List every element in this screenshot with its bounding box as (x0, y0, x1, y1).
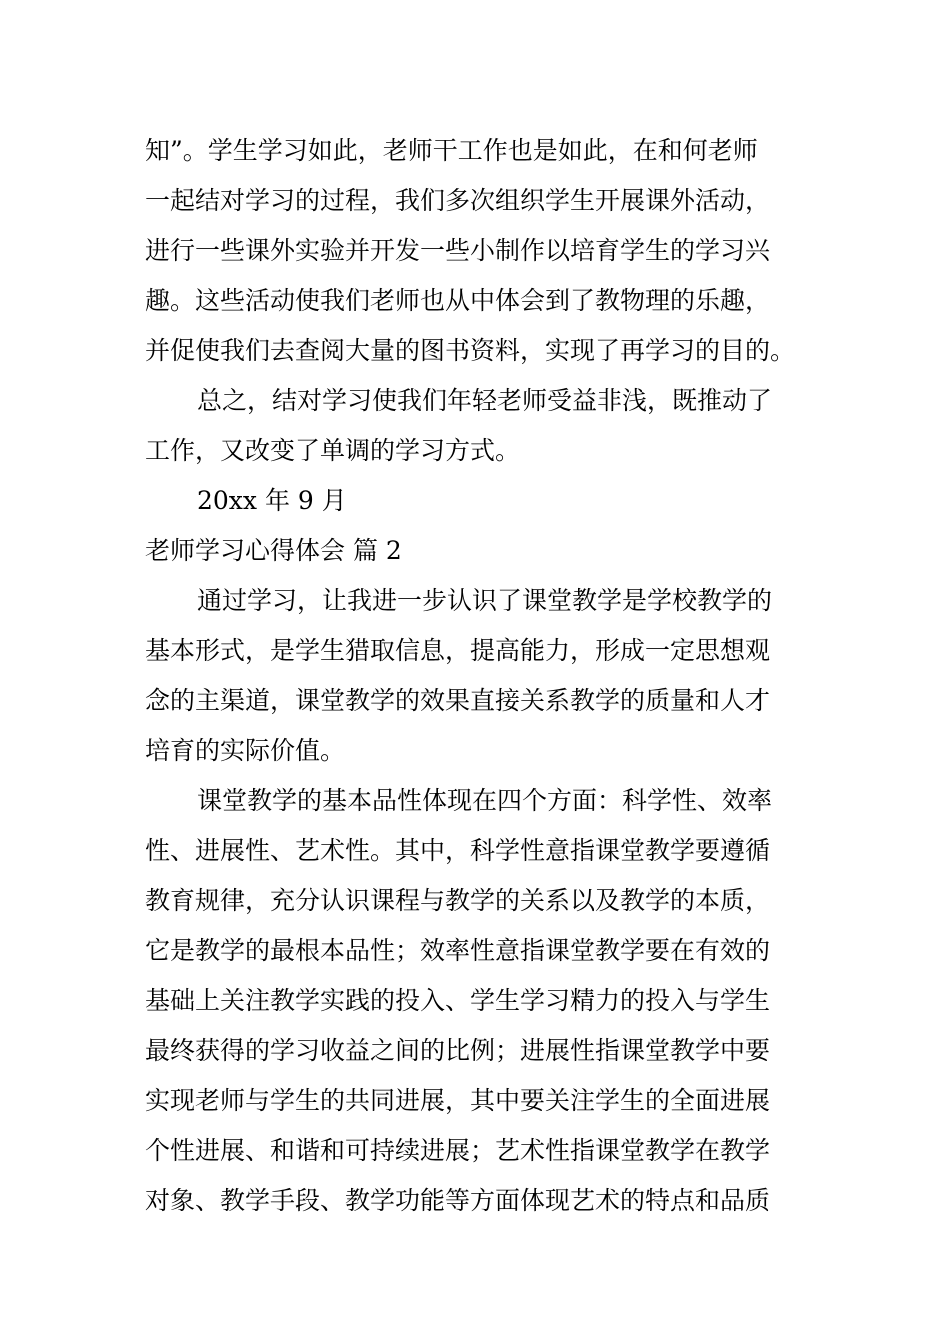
paragraph-line: 通过学习，让我进一步认识了课堂教学是学校教学的 (197, 586, 773, 615)
paragraph-line: 总之，结对学习使我们年轻老师受益非浅，既推动了 (197, 386, 773, 415)
paragraph-line: 基础上关注教学实践的投入、学生学习精力的投入与学生 (145, 986, 771, 1015)
paragraph-line: 实现老师与学生的共同进展，其中要关注学生的全面进展 (145, 1086, 771, 1115)
paragraph-line: 性、进展性、艺术性。其中，科学性意指课堂教学要遵循 (145, 836, 771, 865)
paragraph-line: 知”。学生学习如此，老师干工作也是如此，在和何老师 (145, 136, 758, 165)
section-heading: 老师学习心得体会 篇 2 (145, 536, 402, 565)
paragraph-line: 工作，又改变了单调的学习方式。 (145, 436, 521, 465)
paragraph-line: 基本形式，是学生猎取信息，提高能力，形成一定思想观 (145, 636, 771, 665)
date-line: 20xx 年 9 月 (197, 486, 347, 515)
paragraph-line: 个性进展、和谐和可持续进展；艺术性指课堂教学在教学 (145, 1136, 771, 1165)
paragraph-line: 对象、教学手段、教学功能等方面体现艺术的特点和品质 (145, 1186, 771, 1215)
paragraph-line: 进行一些课外实验并开发一些小制作以培育学生的学习兴 (145, 236, 771, 265)
paragraph-line: 最终获得的学习收益之间的比例；进展性指课堂教学中要 (145, 1036, 771, 1065)
paragraph-line: 趣。这些活动使我们老师也从中体会到了教物理的乐趣， (145, 286, 771, 315)
paragraph-line: 教育规律，充分认识课程与教学的关系以及教学的本质， (145, 886, 771, 915)
paragraph-line: 并促使我们去查阅大量的图书资料，实现了再学习的目的。 (145, 336, 796, 365)
paragraph-line: 念的主渠道，课堂教学的效果直接关系教学的质量和人才 (145, 686, 771, 715)
paragraph-line: 一起结对学习的过程，我们多次组织学生开展课外活动， (145, 186, 771, 215)
paragraph-line: 课堂教学的基本品性体现在四个方面：科学性、效率 (197, 786, 773, 815)
paragraph-line: 培育的实际价值。 (145, 736, 346, 765)
paragraph-line: 它是教学的最根本品性；效率性意指课堂教学要在有效的 (145, 936, 771, 965)
